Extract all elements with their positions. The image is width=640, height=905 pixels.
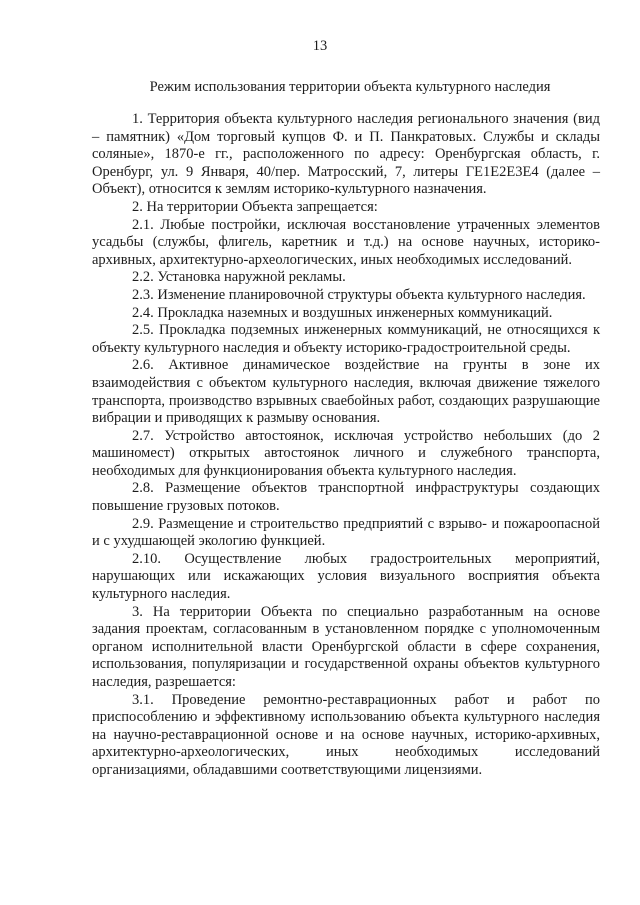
- page-number: 13: [312, 38, 328, 54]
- paragraph-3-1: 3.1. Проведение ремонтно-реставрационных работ и работ по приспособлению и эффективному использованию объекта культурного наследия на научно-реставрационной основе и на основе научных, историко-архивных, архитектурно-археологических, иных необходимых исследований организациями, обладавшими соответствующими лицензиями.: [92, 691, 600, 778]
- paragraph-2-3: 2.3. Изменение планировочной структуры объекта культурного наследия.: [132, 286, 586, 303]
- paragraph-2-1: 2.1. Любые постройки, исключая восстановление утраченных элементов усадьбы (службы, флигель, каретник и т.д.) на основе научных, историко-архивных, архитектурно-археологических, иных необходимых исследований.: [92, 216, 600, 268]
- paragraph-2-4: 2.4. Прокладка наземных и воздушных инженерных коммуникаций.: [132, 304, 553, 321]
- paragraph-2-9: 2.9. Размещение и строительство предприятий с взрыво- и пожароопасной и с ухудшающей экологию функцией.: [92, 515, 600, 550]
- paragraph-2-6: 2.6. Активное динамическое воздействие на грунты в зоне их взаимодействия с объектом культурного наследия, включая движение тяжелого транспорта, производство взрывных сваебойных работ, создающих разрушающие вибрации и приводящих к размыву основания.: [92, 357, 600, 427]
- paragraph-2: 2. На территории Объекта запрещается:: [132, 198, 378, 215]
- document-title: Режим использования территории объекта культурного наследия: [149, 79, 551, 95]
- paragraph-2-2: 2.2. Установка наружной рекламы.: [132, 269, 346, 286]
- paragraph-3: 3. На территории Объекта по специально разработанным на основе задания проектам, согласованным в установленном порядке с уполномоченным органом исполнительной власти Оренбургской области в сфере сохранения, использования, популяризации и государственной охраны объектов культурного наследия, разрешается:: [92, 603, 600, 690]
- document-body: [92, 111, 600, 780]
- paragraph-2-10: 2.10. Осуществление любых градостроительных мероприятий, нарушающих или искажающих условия визуального восприятия объекта культурного наследия.: [92, 550, 600, 603]
- paragraph-1: 1. Территория объекта культурного наследия регионального значения (вид – памятник) «Дом торговый купцов Ф. и П. Панкратовых. Службы и склады соляные», 1870-е гг., расположенного по адресу: Оренбургская область, г. Оренбург, ул. 9 Января, 40/пер. Матросский, 7, литеры ГЕ1Е2Е3Е4 (далее – Объект), относится к землям историко-культурного назначения.: [92, 111, 600, 198]
- paragraph-2-8: 2.8. Размещение объектов транспортной инфраструктуры создающих повышение грузовых потоков.: [92, 480, 600, 515]
- paragraph-2-5: 2.5. Прокладка подземных инженерных коммуникаций, не относящихся к объекту культурного наследия и объекту историко-градостроительной среды.: [92, 322, 600, 356]
- paragraph-2-7: 2.7. Устройство автостоянок, исключая устройство небольших (до 2 машиномест) открытых автостоянок личного и служебного транспорта, необходимых для функционирования объекта культурного наследия.: [92, 427, 600, 479]
